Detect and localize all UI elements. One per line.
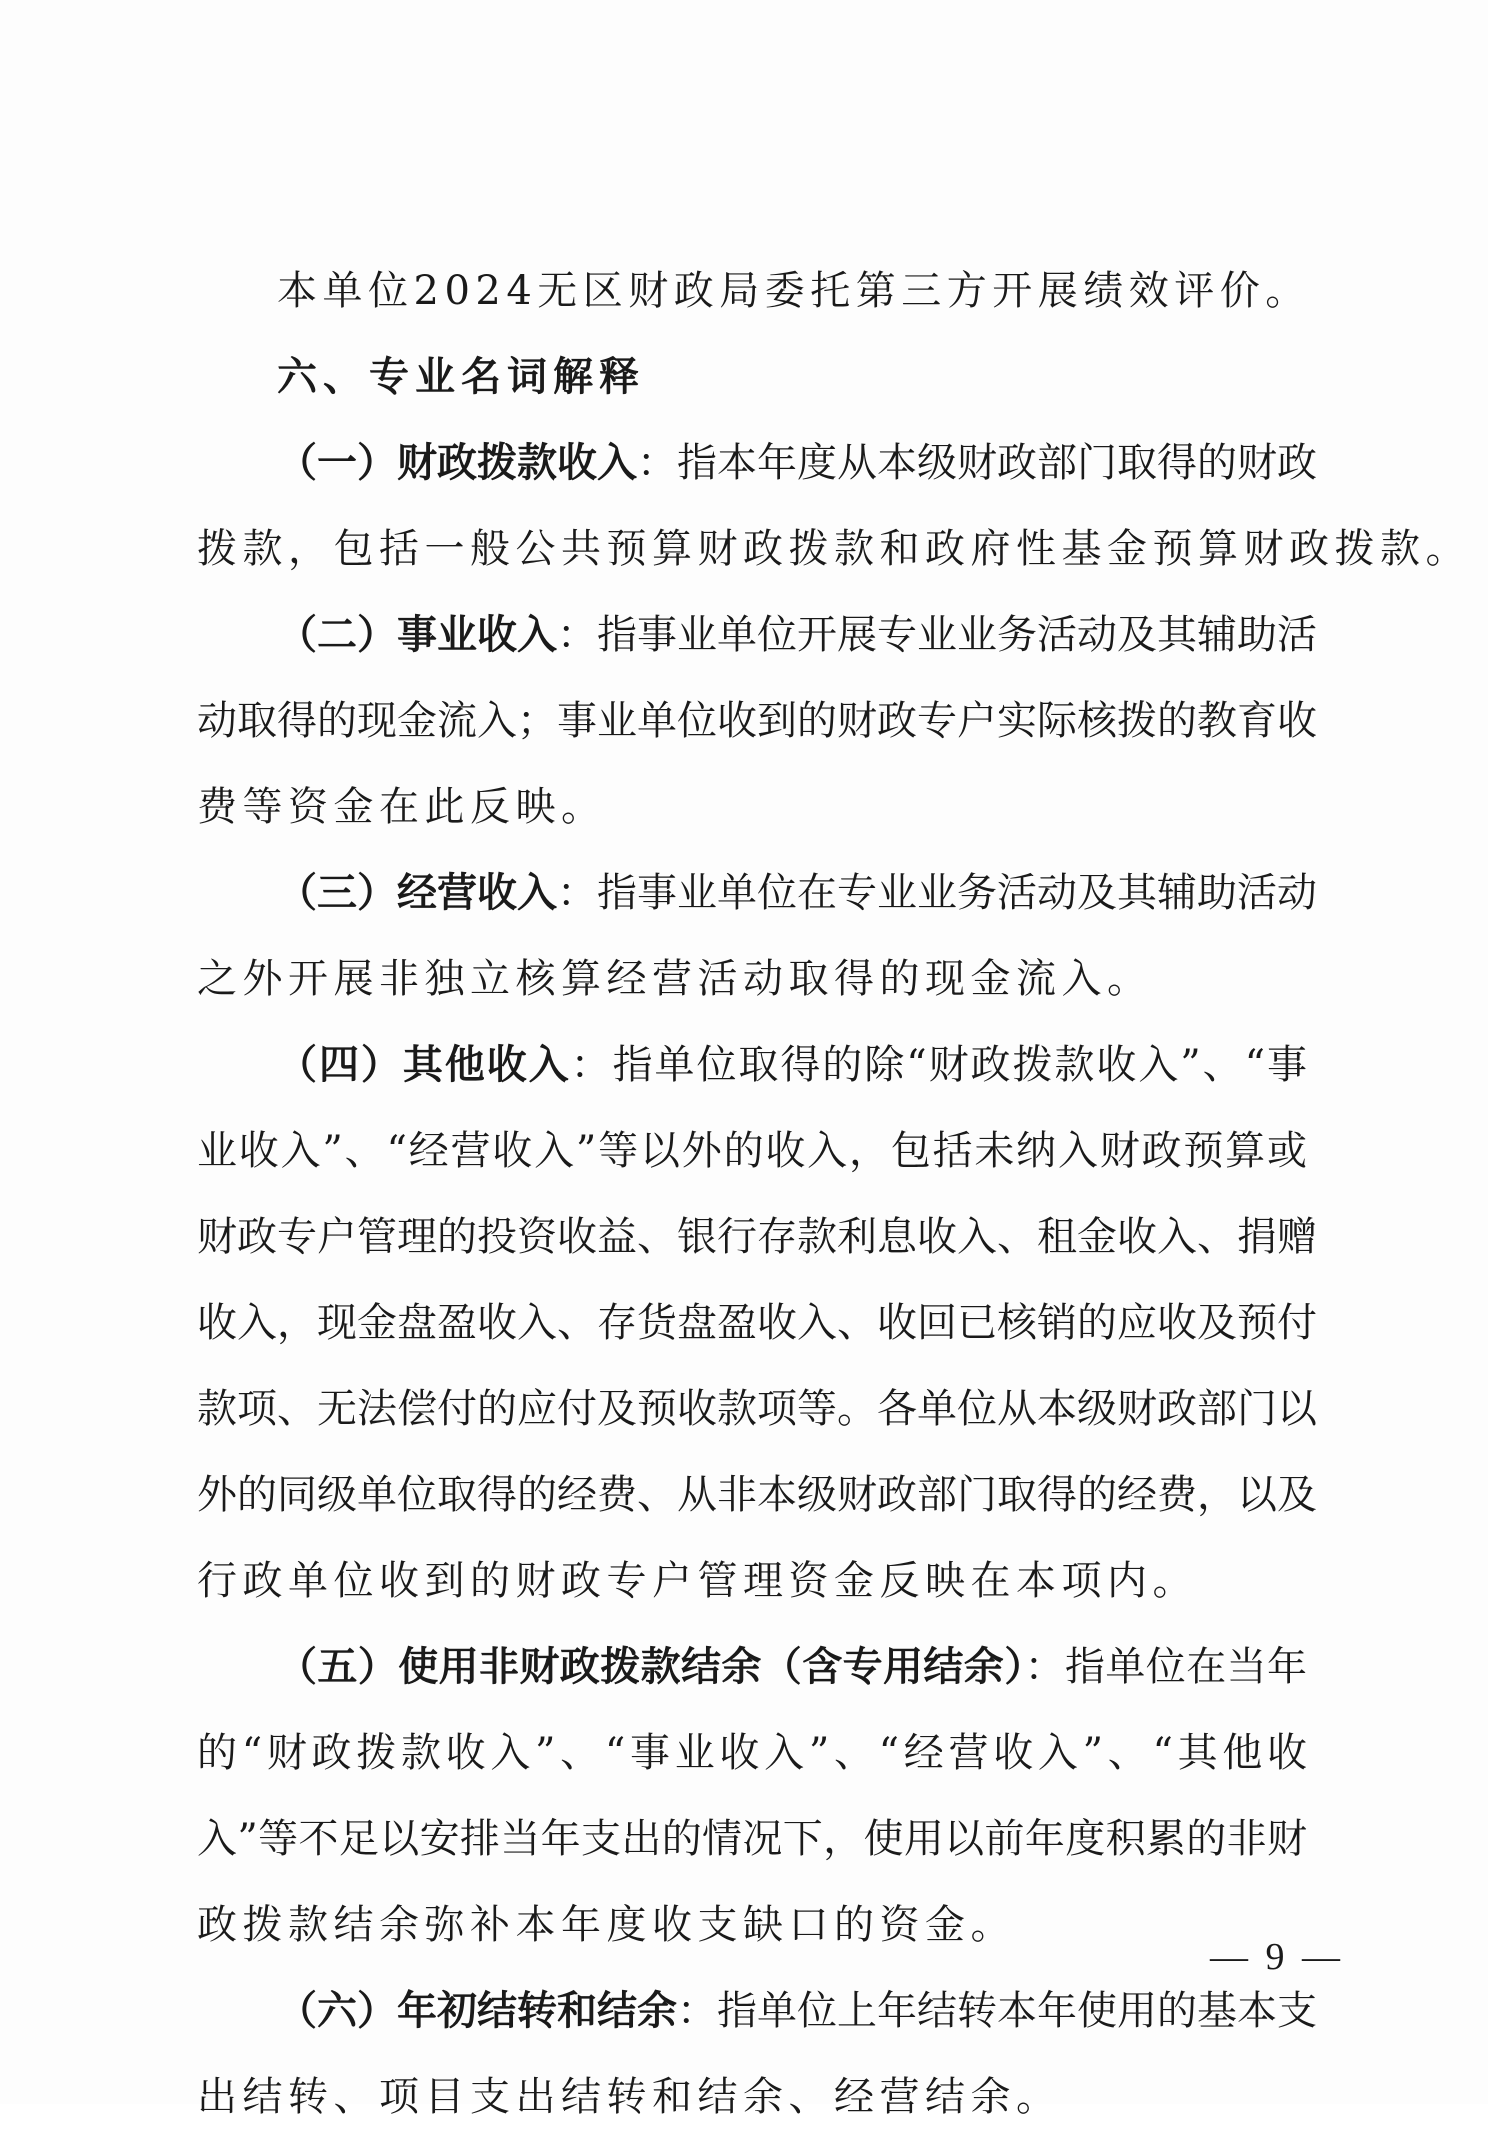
definition-term: （四）其他收入 (277, 1041, 571, 1088)
definition-operating-income: （三）经营收入：指事业单位在专业业务活动及其辅助活动 (277, 869, 1317, 916)
definition-opening-carryover: （六）年初结转和结余：指单位上年结转本年使用的基本支 (277, 1987, 1317, 2034)
paragraph-line: 入”等不足以安排当年支出的情况下，使用以前年度积累的非财 (197, 1816, 1307, 1862)
paragraph-line: 外的同级单位取得的经费、从非本级财政部门取得的经费，以及 (197, 1472, 1317, 1518)
definition-term: （一）财政拨款收入 (277, 439, 637, 486)
definition-term: （五）使用非财政拨款结余（含专用结余） (277, 1643, 1025, 1690)
paragraph-line: 费等资金在此反映。 (197, 784, 607, 830)
paragraph-line: 拨款，包括一般公共预算财政拨款和政府性基金预算财政拨款。 (197, 526, 1471, 572)
paragraph-line: 财政专户管理的投资收益、银行存款利息收入、租金收入、捐赠 (197, 1214, 1317, 1260)
paragraph-line: 收入，现金盘盈收入、存货盘盈收入、收回已核销的应收及预付 (197, 1300, 1317, 1346)
paragraph-line: 款项、无法偿付的应付及预收款项等。各单位从本级财政部门以 (197, 1386, 1317, 1432)
paragraph-line: 业收入”、“经营收入”等以外的收入，包括未纳入财政预算或 (197, 1128, 1307, 1174)
paragraph-line: 行政单位收到的财政专户管理资金反映在本项内。 (197, 1558, 1198, 1604)
definition-business-income: （二）事业收入：指事业单位开展专业业务活动及其辅助活 (277, 611, 1317, 658)
section-heading: 六、专业名词解释 (277, 354, 645, 400)
paragraph-line: 政拨款结余弥补本年度收支缺口的资金。 (197, 1902, 1016, 1948)
definition-fiscal-appropriation: （一）财政拨款收入：指本年度从本级财政部门取得的财政 (277, 439, 1317, 486)
definition-non-fiscal-balance: （五）使用非财政拨款结余（含专用结余）：指单位在当年 (277, 1643, 1308, 1690)
page-number: — 9 — (1210, 1936, 1344, 1978)
paragraph-line: 的“财政拨款收入”、“事业收入”、“经营收入”、“其他收 (197, 1730, 1307, 1776)
paragraph-line: 之外开展非独立核算经营活动取得的现金流入。 (197, 956, 1153, 1002)
definition-term: （三）经营收入 (277, 869, 557, 916)
intro-paragraph: 本单位2024无区财政局委托第三方开展绩效评价。 (277, 268, 1311, 314)
definition-term: （二）事业收入 (277, 611, 557, 658)
definition-term: （六）年初结转和结余 (277, 1987, 677, 2034)
paragraph-line: 出结转、项目支出结转和结余、经营结余。 (197, 2074, 1062, 2120)
document-body (197, 248, 1471, 2140)
definition-other-income: （四）其他收入：指单位取得的除“财政拨款收入”、“事 (277, 1041, 1307, 1088)
paragraph-line: 动取得的现金流入；事业单位收到的财政专户实际核拨的教育收 (197, 698, 1317, 744)
